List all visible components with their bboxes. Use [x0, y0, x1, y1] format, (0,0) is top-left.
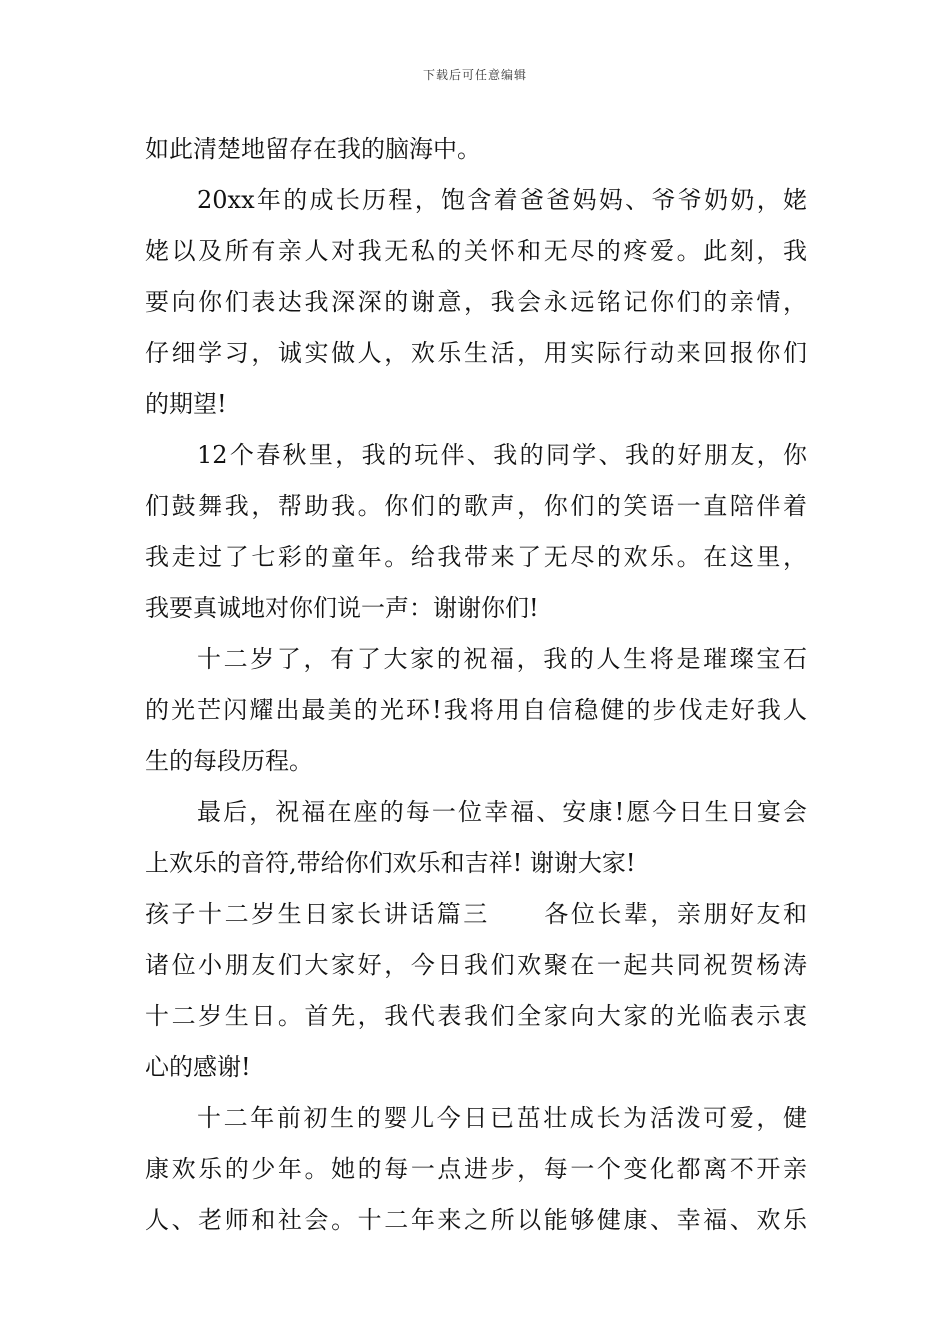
text-line: 12个春秋里，我的玩伴、我的同学、我的好朋友，你: [197, 441, 807, 469]
text-line: 们鼓舞我，帮助我。你们的歌声，你们的笑语一直陪伴着: [145, 492, 807, 520]
section-heading-line: [145, 889, 807, 940]
text-line: 人、老师和社会。十二年来之所以能够健康、幸福、欢乐: [145, 1206, 807, 1234]
text-line: 20xx年的成长历程，饱含着爸爸妈妈、爷爷奶奶，姥: [197, 186, 807, 214]
text-line: 十二岁生日。首先，我代表我们全家向大家的光临表示衷: [145, 1002, 807, 1030]
text-line: 仔细学习，诚实做人，欢乐生活，用实际行动来回报你们: [145, 339, 807, 367]
greeting-start: 各位长辈，亲朋好友和: [541, 900, 807, 928]
text-line: 最后，祝福在座的每一位幸福、安康!愿今日生日宴会: [197, 798, 807, 826]
text-line: 我要真诚地对你们说一声：谢谢你们!: [145, 594, 539, 622]
header-note: 下载后可任意编辑: [422, 68, 527, 82]
text-line: 姥以及所有亲人对我无私的关怀和无尽的疼爱。此刻，我: [145, 237, 807, 265]
text-line: 的期望!: [145, 390, 227, 418]
text-line: 的光芒闪耀出最美的光环!我将用自信稳健的步伐走好我人: [145, 696, 807, 724]
text-line: 上欢乐的音符,带给你们欢乐和吉祥! 谢谢大家!: [145, 849, 636, 877]
document-body: [145, 124, 807, 1246]
text-line: 康欢乐的少年。她的每一点进步，每一个变化都离不开亲: [145, 1155, 807, 1183]
text-line: 如此清楚地留存在我的脑海中。: [145, 135, 481, 163]
text-line: 诸位小朋友们大家好，今日我们欢聚在一起共同祝贺杨涛: [145, 951, 807, 979]
text-line: 我走过了七彩的童年。给我带来了无尽的欢乐。在这里，: [145, 543, 807, 571]
text-line: 十二岁了，有了大家的祝福，我的人生将是璀璨宝石: [197, 645, 807, 673]
section-title: 孩子十二岁生日家长讲话篇三: [145, 900, 490, 928]
text-line: 要向你们表达我深深的谢意，我会永远铭记你们的亲情，: [145, 288, 807, 316]
text-line: 十二年前初生的婴儿今日已茁壮成长为活泼可爱，健: [197, 1104, 807, 1132]
text-line: 心的感谢!: [145, 1053, 251, 1081]
text-line: 生的每段历程。: [145, 747, 313, 775]
